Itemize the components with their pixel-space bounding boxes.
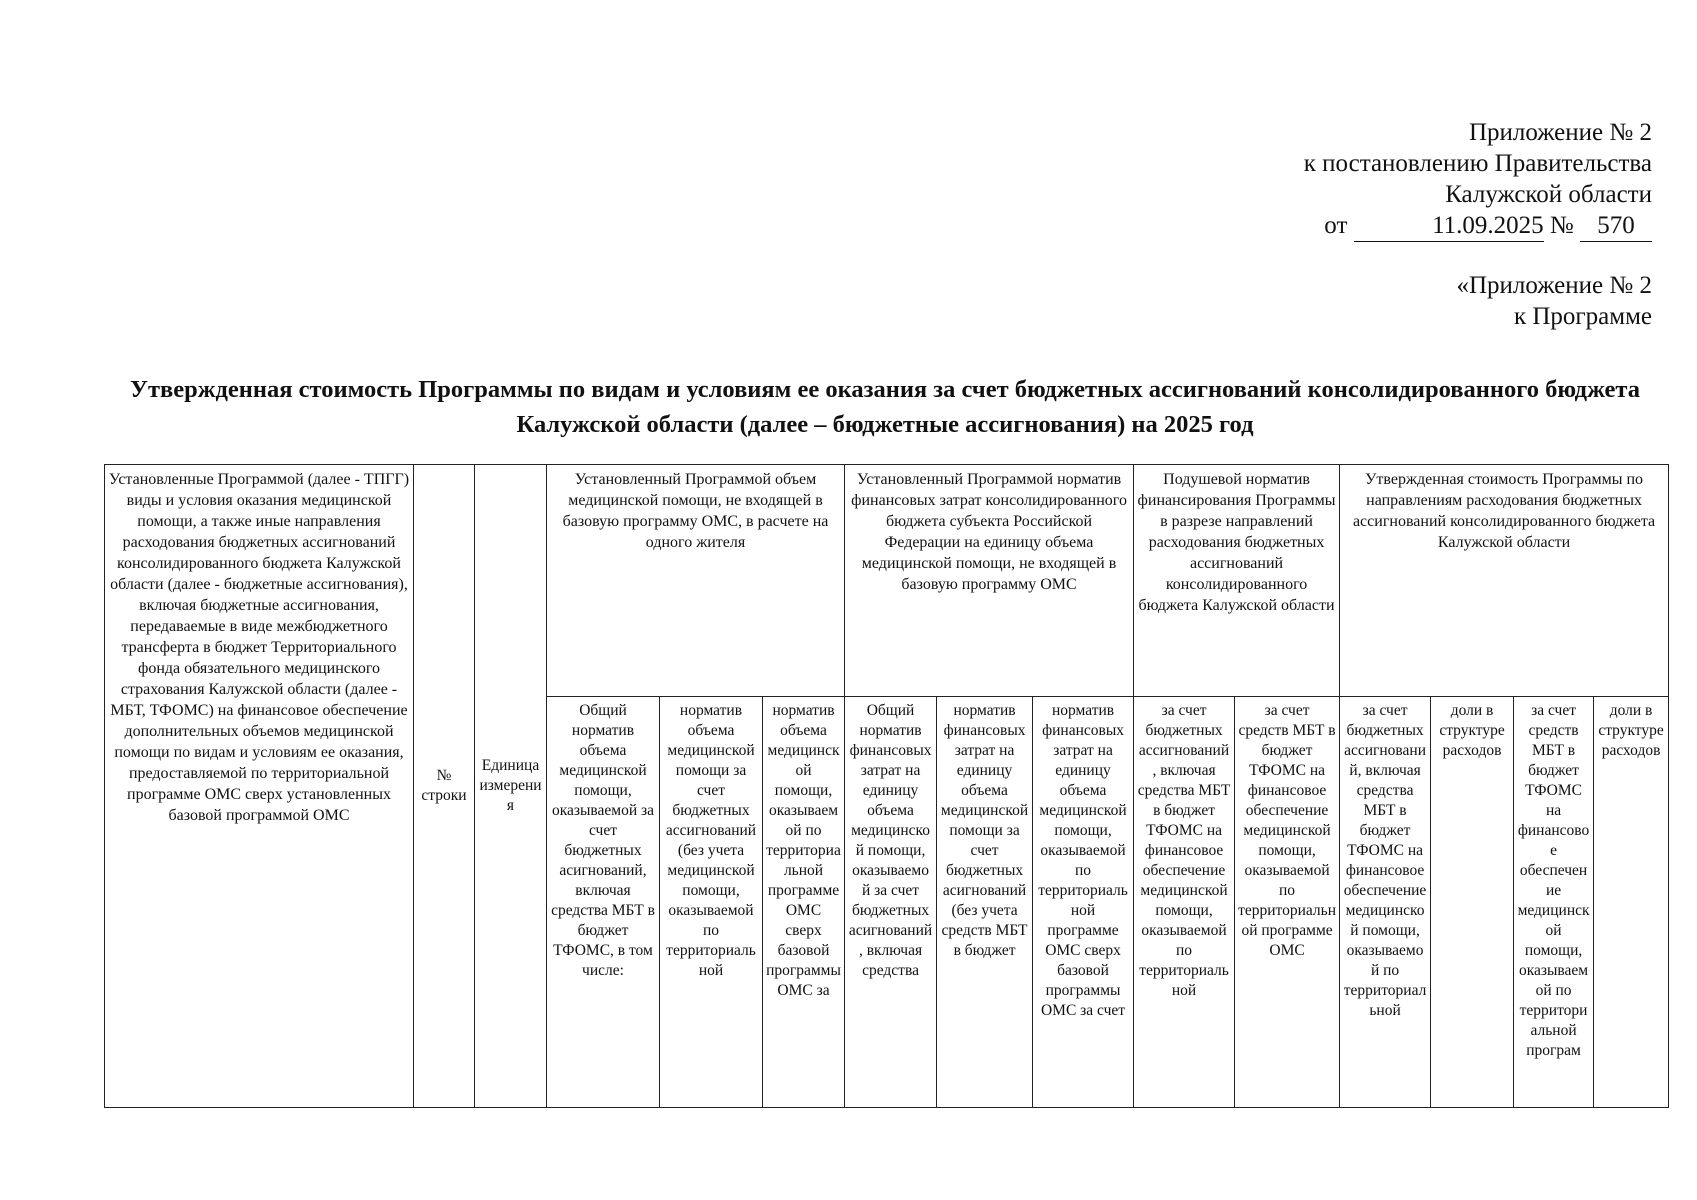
header-group-norm: Установленный Программой норматив финансовых затрат консолидированного бюджета субъекта Российской Федерации на единицу объема медицинской помощи, не входящей в базовую программу ОМС xyxy=(845,465,1134,697)
appendix-header xyxy=(1132,117,1652,242)
subheader-cell: за счет бюджетных ассигнований, включая средства МБТ в бюджет ТФОМС на финансовое обеспечение медицинской помощи, оказываемой по территориальной xyxy=(1340,697,1431,1108)
subheader-cell: норматив объема медицинской помощи за счет бюджетных ассигнований (без учета медицинской помощи, оказываемой по территориальной xyxy=(660,697,763,1108)
subheader-cell: за счет бюджетных ассигнований, включая средства МБТ в бюджет ТФОМС на финансовое обеспечение медицинской помощи, оказываемой по территориальной xyxy=(1134,697,1235,1108)
decree-date-line xyxy=(1132,210,1652,242)
header-group-cost: Утвержденная стоимость Программы по направлениям расходования бюджетных ассигнований консолидированного бюджета Калужской области xyxy=(1340,465,1669,697)
header-care-types: Установленные Программой (далее - ТПГГ) виды и условия оказания медицинской помощи, а также иные направления расходования бюджетных ассигнований консолидированного бюджета Калужской области (далее - бюджетные ассигнования), включая бюджетные ассигнования, передаваемые в виде межбюджетного трансферта в бюджет Территориального фонда обязательного медицинского страхования Калужской области (далее - МБТ, ТФОМС) на финансовое обеспечение дополнительных объемов медицинской помощи по видам и условиям ее оказания, предоставляемой по территориальной программе ОМС сверх установленных базовой программой ОМС xyxy=(105,465,414,1108)
program-appendix-line-1: «Приложение № 2 xyxy=(1456,272,1652,299)
cost-table xyxy=(104,464,1669,1108)
subheader-cell: Общий норматив объема медицинской помощи, оказываемой за счет бюджетных асигнований, включая средства МБТ в бюджет ТФОМС, в том числе: xyxy=(547,697,660,1108)
date-prefix: от xyxy=(1324,212,1348,239)
appendix-line-1: Приложение № 2 xyxy=(1468,119,1652,146)
appendix-line-2: к постановлению Правительства xyxy=(1303,150,1652,177)
appendix-line-3: Калужской области xyxy=(1445,181,1652,208)
header-group-volume: Установленный Программой объем медицинской помощи, не входящей в базовую программу ОМС, в расчете на одного жителя xyxy=(547,465,845,697)
decree-number: 570 xyxy=(1580,210,1652,242)
decree-date: 11.09.2025 xyxy=(1354,210,1544,242)
subheader-cell: норматив объема медицинской помощи, оказываемой по территориальной программе ОМС сверх базовой программы ОМС за xyxy=(763,697,845,1108)
subheader-cell: норматив финансовых затрат на единицу объема медицинской помощи, оказываемой по территориальной программе ОМС сверх базовой программы ОМС за счет xyxy=(1033,697,1134,1108)
subheader-cell: Общий норматив финансовых затрат на единицу объема медицинской помощи, оказываемой за счет бюджетных асигнований, включая средства xyxy=(845,697,937,1108)
document-title: Утвержденная стоимость Программы по видам и условиям ее оказания за счет бюджетных ассигнований консолидированного бюджета Калужской области (далее – бюджетные ассигнования) на 2025 год xyxy=(130,376,1640,438)
number-prefix: № xyxy=(1549,212,1574,239)
header-unit: Единица измерения xyxy=(475,465,547,1108)
subheader-cell: за счет средств МБТ в бюджет ТФОМС на финансовое обеспечение медицинской помощи, оказываемой по территориальной програм xyxy=(1514,697,1594,1108)
program-appendix xyxy=(1352,270,1652,332)
header-row-number: № строки xyxy=(414,465,475,1108)
subheader-cell: норматив финансовых затрат на единицу объема медицинской помощи за счет бюджетных асигнований (без учета средств МБТ в бюджет xyxy=(937,697,1033,1108)
program-appendix-line-2: к Программе xyxy=(1513,303,1652,330)
subheader-cell: доли в структуре расходов xyxy=(1594,697,1669,1108)
subheader-cell: за счет средств МБТ в бюджет ТФОМС на финансовое обеспечение медицинской помощи, оказываемой по территориальной программе ОМС xyxy=(1235,697,1340,1108)
subheader-cell: доли в структуре расходов xyxy=(1431,697,1514,1108)
header-group-percapita: Подушевой норматив финансирования Программы в разрезе направлений расходования бюджетных ассигнований консолидированного бюджета Калужской области xyxy=(1134,465,1340,697)
